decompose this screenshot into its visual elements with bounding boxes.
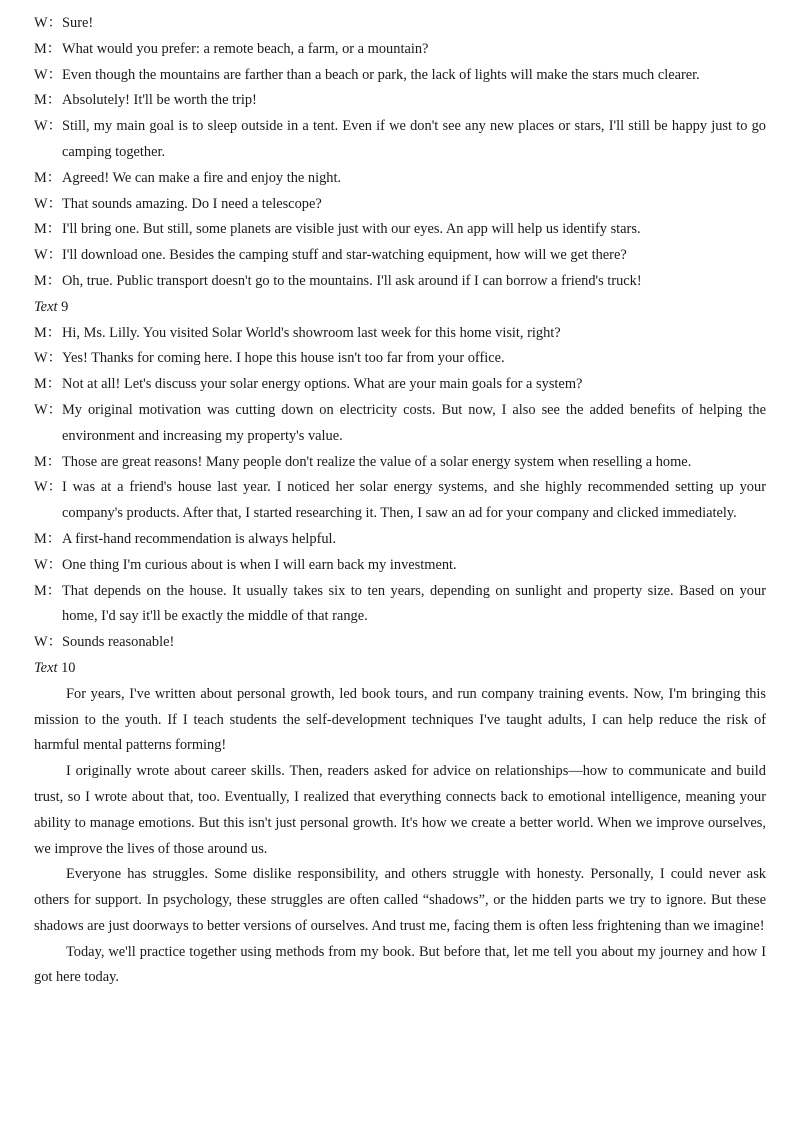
speaker-label: M ： <box>34 372 62 398</box>
section-number: 9 <box>61 298 69 315</box>
speaker-label: W ： <box>34 192 62 218</box>
speaker-label: M ： <box>34 37 62 63</box>
dialogue-line <box>34 37 766 63</box>
dialogue-text: My original motivation was cutting down on electricity costs. But now, I also see the added benefits of helping the environment and increasing my property's value. <box>62 401 766 444</box>
dialogue-line <box>34 321 766 347</box>
speaker-label: M ： <box>34 269 62 295</box>
speaker-label: M ： <box>34 450 62 476</box>
speaker-label: W ： <box>34 243 62 269</box>
text8-dialogue <box>34 11 766 295</box>
dialogue-line <box>34 243 766 269</box>
dialogue-text: Not at all! Let's discuss your solar energy options. What are your main goals for a system? <box>62 376 583 393</box>
monologue-paragraph: Everyone has struggles. Some dislike responsibility, and others struggle with honesty. Personally, I could never ask others for support. In psychology, these struggles are often called “shadows”, or the hidden parts we try to ignore. But these shadows are just doorways to better versions of ourselves. And trust me, facing them is often less frightening than we imagine! <box>34 866 766 934</box>
speaker-label: M ： <box>34 527 62 553</box>
text10-monologue <box>34 682 766 992</box>
dialogue-line <box>34 475 766 527</box>
dialogue-text: I was at a friend's house last year. I noticed her solar energy systems, and she highly recommended setting up your company's products. After that, I started researching it. Then, I saw an ad for your company and clicked immediately. <box>62 479 766 522</box>
dialogue-text: I'll bring one. But still, some planets are visible just with our eyes. An app will help us identify stars. <box>62 221 641 238</box>
speaker-label: M ： <box>34 321 62 347</box>
speaker-label: M ： <box>34 217 62 243</box>
dialogue-text: Sure! <box>62 15 94 31</box>
speaker-label: W ： <box>34 63 62 89</box>
speaker-label: W ： <box>34 346 62 372</box>
dialogue-line <box>34 450 766 476</box>
dialogue-line <box>34 88 766 114</box>
dialogue-line <box>34 217 766 243</box>
section-label: Text <box>34 659 58 676</box>
dialogue-text: I'll download one. Besides the camping stuff and star-watching equipment, how will we get there? <box>62 247 627 264</box>
section-number: 10 <box>61 659 76 676</box>
speaker-label: W ： <box>34 475 62 527</box>
dialogue-text: Those are great reasons! Many people don't realize the value of a solar energy system when reselling a home. <box>62 453 692 470</box>
dialogue-line <box>34 527 766 553</box>
dialogue-line <box>34 398 766 450</box>
text9-dialogue <box>34 321 766 656</box>
dialogue-text: Oh, true. Public transport doesn't go to the mountains. I'll ask around if I can borrow a friend's truck! <box>62 272 642 289</box>
dialogue-line <box>34 630 766 656</box>
speaker-label: W ： <box>34 553 62 579</box>
dialogue-line <box>34 346 766 372</box>
dialogue-text: A first-hand recommendation is always helpful. <box>62 530 337 547</box>
monologue-paragraph: I originally wrote about career skills. Then, readers asked for advice on relationships—how to communicate and build trust, so I wrote about that, too. Eventually, I realized that everything connects back to emotional intelligence, meaning your ability to manage emotions. But this isn't just personal growth. It's how we create a better world. When we improve ourselves, we improve the lives of those around us. <box>34 763 766 857</box>
dialogue-line <box>34 372 766 398</box>
dialogue-text: Still, my main goal is to sleep outside in a tent. Even if we don't see any new places or stars, I'll still be happy just to go camping together. <box>62 118 766 160</box>
dialogue-text: Even though the mountains are farther than a beach or park, the lack of lights will make the stars much clearer. <box>62 66 700 83</box>
dialogue-line <box>34 579 766 631</box>
dialogue-line <box>34 166 766 192</box>
dialogue-text: Hi, Ms. Lilly. You visited Solar World's showroom last week for this home visit, right? <box>62 324 561 341</box>
section-label: Text <box>34 298 58 315</box>
speaker-label: W ： <box>34 630 62 656</box>
dialogue-line <box>34 553 766 579</box>
dialogue-text: Sounds reasonable! <box>62 634 175 651</box>
dialogue-line <box>34 269 766 295</box>
dialogue-text: That sounds amazing. Do I need a telescope? <box>62 195 322 212</box>
dialogue-line <box>34 63 766 89</box>
speaker-label: M ： <box>34 579 62 631</box>
speaker-label: W ： <box>34 11 62 37</box>
section-heading-text9 <box>34 295 766 321</box>
dialogue-line <box>34 114 766 166</box>
dialogue-text: Agreed! We can make a fire and enjoy the night. <box>62 169 342 186</box>
monologue-paragraph: Today, we'll practice together using methods from my book. But before that, let me tell you about my journey and how I got here today. <box>34 943 766 986</box>
speaker-label: M ： <box>34 166 62 192</box>
speaker-label: M ： <box>34 88 62 114</box>
section-heading-text10 <box>34 656 766 682</box>
dialogue-text: What would you prefer: a remote beach, a farm, or a mountain? <box>62 40 429 57</box>
dialogue-line <box>34 11 766 37</box>
dialogue-text: Absolutely! It'll be worth the trip! <box>62 92 257 109</box>
monologue-paragraph: For years, I've written about personal growth, led book tours, and run company training events. Now, I'm bringing this mission to the youth. If I teach students the self-development techniques I've taught adults, I can help reduce the risk of harmful mental patterns forming! <box>34 685 766 754</box>
speaker-label: W ： <box>34 114 62 166</box>
dialogue-text: That depends on the house. It usually takes six to ten years, depending on sunlight and property size. Based on your home, I'd say it'll be exactly the middle of that range. <box>62 582 766 625</box>
speaker-label: W ： <box>34 398 62 450</box>
dialogue-text: Yes! Thanks for coming here. I hope this house isn't too far from your office. <box>62 350 505 367</box>
dialogue-text: One thing I'm curious about is when I will earn back my investment. <box>62 556 457 573</box>
dialogue-line <box>34 192 766 218</box>
